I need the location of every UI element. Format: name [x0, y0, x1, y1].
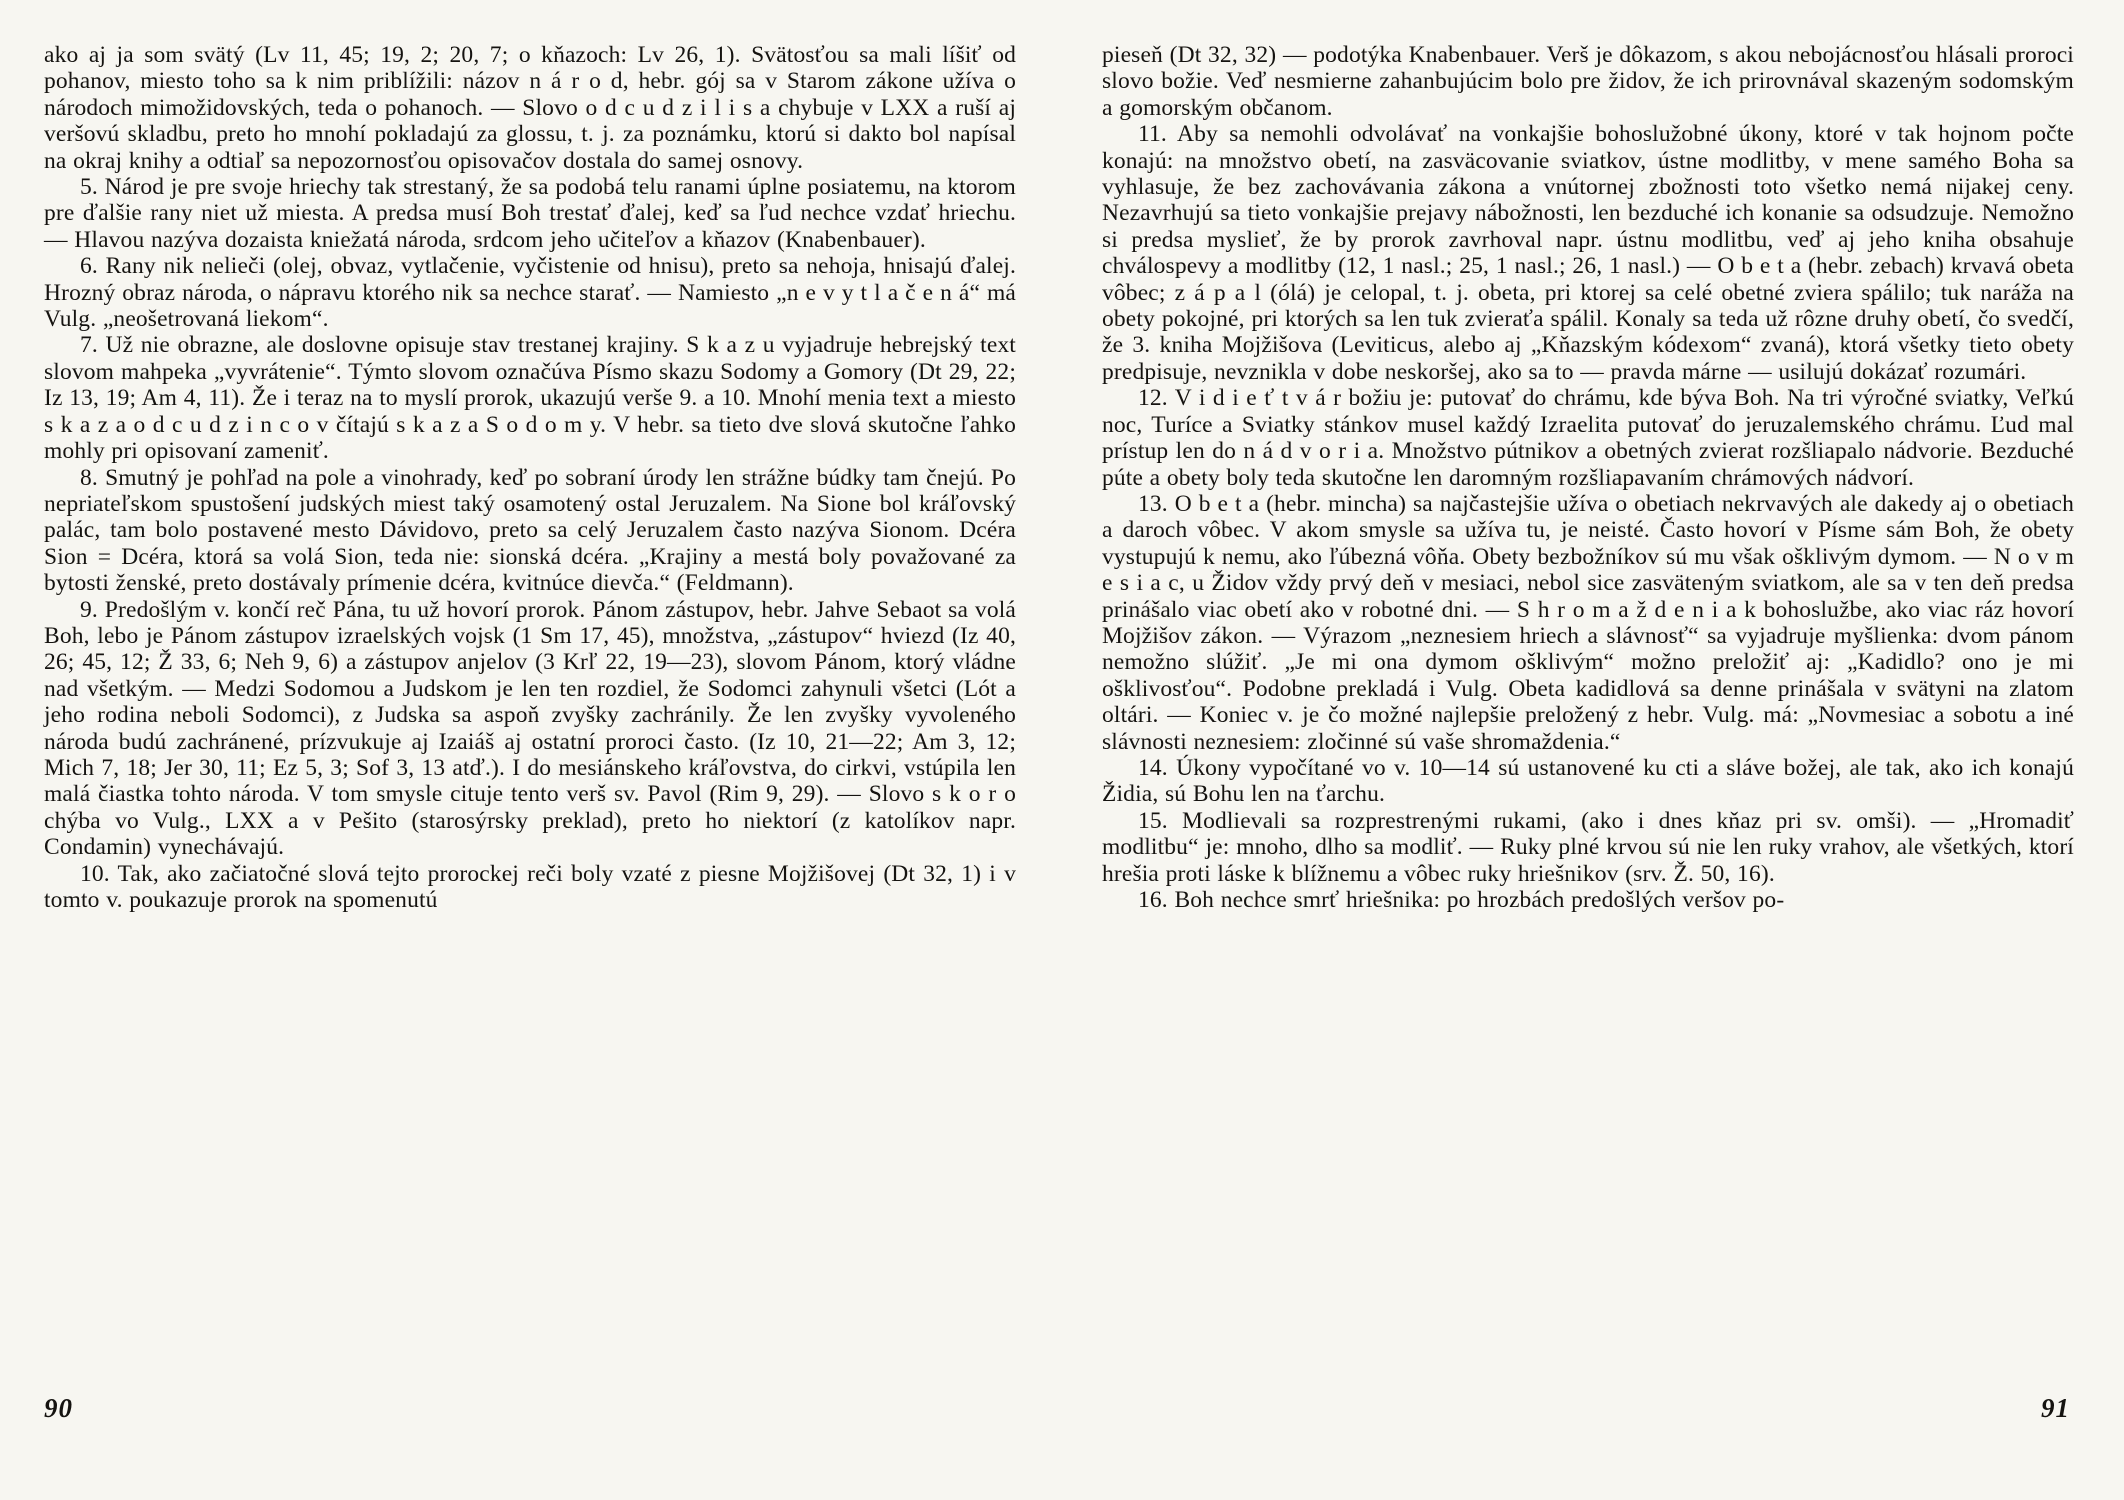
page-left-text [44, 42, 1016, 913]
paragraph-continuation: pieseň (Dt 32, 32) — podotýka Knabenbauer. Verš je dôkazom, s akou nebojácnosťou hlásali proroci slovo božie. Veď nesmierne zahanbujúcim bolo pre židov, že ich prirovnával skazeným sodomským a gomorským občanom. [1102, 42, 2074, 121]
page-left [44, 42, 1016, 1500]
paragraph-14: 14. Úkony vypočítané vo v. 10—14 sú ustanovené ku cti a sláve božej, ale tak, ako ich konajú Židia, sú Bohu len na ťarchu. [1102, 754, 2074, 808]
page-number-left: 90 [44, 1393, 73, 1423]
page-number-right: 91 [2041, 1393, 2070, 1423]
paragraph-15: 15. Modlievali sa rozprestrenými rukami, (ako i dnes kňaz pri sv. omši). — „Hromadiť modlitbu“ je: mnoho, dlho sa modliť. — Ruky plné krvou sú nie len ruky vrahov, ale všetkých, ktorí hrešia proti láske k blížnemu a vôbec ruky hriešnikov (srv. Ž. 50, 16). [1102, 807, 2074, 887]
paragraph-8: 8. Smutný je pohľad na pole a vinohrady, keď po sobraní úrody len strážne búdky tam čnejú. Po nepriateľskom spustošení judských miest taký osamotený ostal Jeruzalem. Na Sione bol kráľovský palác, tam bolo postavené mesto Dávidovo, preto sa celý Jeruzalem často nazýva Sionom. Dcéra Sion = Dcéra, ktorá sa volá Sion, teda nie: sionská dcéra. „Krajiny a mestá boly považované za bytosti ženské, preto dostávaly prímenie dcéra, kvitnúce dievča.“ (Feldmann). [44, 464, 1016, 597]
paragraph-12: 12. V i d i e ť t v á r božiu je: putovať do chrámu, kde býva Boh. Na tri výročné sviatky, Veľkú noc, Turíce a Sviatky stánkov musel každý Izraelita putovať do jeruzalemského chrámu. Ľud mal prístup len do n á d v o r i a. Množstvo pútnikov a obetných zvierat rozšliapalo nádvorie. Bezduché púte a obety boly teda skutočne len daromným rozšliapavaním chrámových nádvorí. [1102, 385, 2074, 491]
paragraph-6: 6. Rany nik nelieči (olej, obvaz, vytlačenie, vyčistenie od hnisu), preto sa nehoja, hnisajú ďalej. Hrozný obraz národa, o nápravu ktorého nik sa nechce starať. — Namiesto „n e v y t l a č e n á“ má Vulg. „neošetrovaná liekom“. [44, 253, 1016, 333]
paragraph-10: 10. Tak, ako začiatočné slová tejto prorockej reči boly vzaté z piesne Mojžišovej (Dt 32, 1) i v tomto v. poukazuje prorok na spomenutú [44, 860, 1016, 913]
paragraph-7: 7. Už nie obrazne, ale doslovne opisuje stav trestanej krajiny. S k a z u vyjadruje hebrejský text slovom mahpeka „vyvrátenie“. Týmto slovom označúva Písmo skazu Sodomy a Gomory (Dt 29, 22; Iz 13, 19; Am 4, 11). Že i teraz na to myslí prorok, ukazujú verše 9. a 10. Mnohí menia text a miesto s k a z a o d c u d z i n c o v čítajú s k a z a S o d o m y. V hebr. sa tieto dve slová skutočne ľahko mohly pri opisovaní zameniť. [44, 332, 1016, 465]
paragraph-9: 9. Predošlým v. končí reč Pána, tu už hovorí prorok. Pánom zástupov, hebr. Jahve Sebaot sa volá Boh, lebo je Pánom zástupov izraelských vojsk (1 Sm 17, 45), množstva, „zástupov“ hviezd (Iz 40, 26; 45, 12; Ž 33, 6; Neh 9, 6) a zástupov anjelov (3 Krľ 22, 19—23), slovom Pánom, ktorý vládne nad všetkým. — Medzi Sodomou a Judskom je len ten rozdiel, že Sodomci zahynuli všetci (Lót a jeho rodina neboli Sodomci), z Judska sa aspoň zvyšky zachránily. Že len zvyšky vyvoleného národa budú zachránené, prízvukuje aj Izaiáš aj ostatní proroci často. (Iz 10, 21—22; Am 3, 12; Mich 7, 18; Jer 30, 11; Ez 5, 3; Sof 3, 13 atď.). I do mesiánskeho kráľovstva, do cirkvi, vstúpila len malá čiastka tohto národa. V tom smysle cituje tento verš sv. Pavol (Rim 9, 29). — Slovo s k o r o chýba vo Vulg., LXX a v Pešito (starosýrsky preklad), preto ho niektorí (z katolíkov napr. Condamin) vynechávajú. [44, 596, 1016, 861]
page-right-text [1102, 42, 2074, 913]
paragraph-continuation: ako aj ja som svätý (Lv 11, 45; 19, 2; 20, 7; o kňazoch: Lv 26, 1). Svätosťou sa mali líšiť od pohanov, miesto toho sa k nim priblížili: názov n á r o d, hebr. gój sa v Starom zákone užíva o národoch mimožidovských, teda o pohanoch. — Slovo o d c u d z i l i s a chybuje v LXX a ruší aj veršovú skladbu, preto ho mnohí pokladajú za glossu, t. j. za poznámku, ktorú si dakto bol napísal na okraj knihy a odtiaľ sa nepozornosťou opisovačov dostala do samej osnovy. [44, 42, 1016, 174]
paragraph-11: 11. Aby sa nemohli odvolávať na vonkajšie bohoslužobné úkony, ktoré v tak hojnom počte konajú: na množstvo obetí, na zasväcovanie sviatkov, ústne modlitby, v mene samého Boha sa vyhlasuje, že bez zachovávania zákona a vnútornej zbožnosti toto všetko nemá nijakej ceny. Nezavrhujú sa tieto vonkajšie prejavy nábožnosti, len bezduché ich konanie sa odsudzuje. Nemožno si predsa myslieť, že by prorok zavrhoval napr. ústnu modlitbu, veď aj jeho kniha obsahuje chválospevy a modlitby (12, 1 nasl.; 25, 1 nasl.; 26, 1 nasl.) — O b e t a (hebr. zebach) krvavá obeta vôbec; z á p a l (ólá) je celopal, t. j. obeta, pri ktorej sa celé obetné zviera spálilo; tuk naráža na obety pokojné, pri ktorých sa len tuk zvieraťa spálil. Konaly sa teda už rôzne druhy obetí, čo svedčí, že 3. kniha Mojžišova (Leviticus, alebo aj „Kňazským kódexom“ zvaná), ktorá všetky tieto obety predpisuje, nevznikla v dobe neskoršej, ako sa to — pravda márne — usilujú dokázať rozumári. [1102, 121, 2074, 385]
paragraph-13: 13. O b e t a (hebr. mincha) sa najčastejšie užíva o obetiach nekrvavých ale dakedy aj o obetiach a daroch vôbec. V akom smysle sa užíva tu, je neisté. Často hovorí v Písme sám Boh, že obety vystupujú k nemu, ako ľúbezná vôňa. Obety bezbožníkov sú mu však ošklivým dymom. — N o v m e s i a c, u Židov vždy prvý deň v mesiaci, nebol sice zasväteným sviatkom, ale sa v ten deň predsa prinášalo viac obetí ako v robotné dni. — S h r o m a ž d e n i a k bohoslužbe, ako viac ráz hovorí Mojžišov zákon. — Výrazom „neznesiem hriech a slávnosť“ sa vyjadruje myšlienka: dvom pánom nemožno slúžiť. „Je mi ona dymom ošklivým“ možno preložiť aj: „Kadidlo? ono je mi ošklivosťou“. Podobne prekladá i Vulg. Obeta kadidlová sa denne prinášala v svätyni na zlatom oltári. — Koniec v. je čo možné najlepšie preložený z hebr. Vulg. má: „Novmesiac a sobotu a iné slávnosti neznesiem: zločinné sú vaše shromaždenia.“ [1102, 490, 2074, 755]
paragraph-16: 16. Boh nechce smrť hriešnika: po hrozbách predošlých veršov po- [1138, 887, 1785, 913]
paragraph-5: 5. Národ je pre svoje hriechy tak strestaný, že sa podobá telu ranami úplne posiatemu, na ktorom pre ďalšie rany niet už miesta. A predsa musí Boh trestať ďalej, keď sa ľud nechce vzdať hriechu. — Hlavou nazýva dozaista kniežatá národa, srdcom jeho učiteľov a kňazov (Knabenbauer). [44, 174, 1016, 253]
page-right [1102, 42, 2074, 1500]
